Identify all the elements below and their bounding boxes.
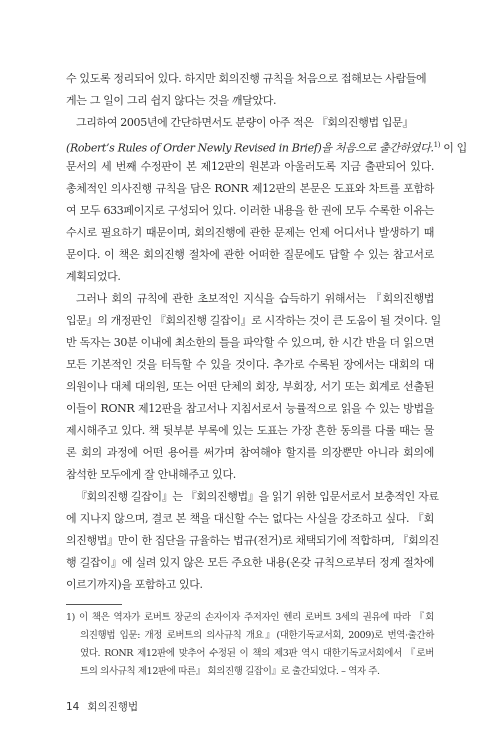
body-line: 게는 그 일이 그리 쉽지 않다는 것을 깨달았다. xyxy=(66,94,277,107)
footnote-divider xyxy=(66,604,122,605)
body-line: 수시로 필요하기 때문이며, 회의진행에 관한 문제는 언제 어디서나 발생하기 때 xyxy=(66,226,434,239)
body-text: 이 입 xyxy=(440,141,467,155)
book-title-english: (Robert’s Rules of Order Newly Revised in Brief)을 처음으로 출간하였다. xyxy=(66,141,434,155)
footnote-line: 였다. RONR 제12판에 맞추어 수정된 이 책의 제3판 역시 대한기독교서회에서 『로버 xyxy=(80,648,434,659)
body-line: 여 모두 633페이지로 구성되어 있다. 이러한 내용을 한 권에 모두 수록한 이유는 xyxy=(66,204,434,217)
body-line: 의원이나 대체 대의원, 또는 어떤 단체의 회장, 부회장, 서기 또는 회계로 선출된 xyxy=(66,380,434,393)
footnote-line: 의진행법 입문: 개정 로버트의 의사규칙 개요』(대한기독교서회, 2009)로 번역·출간하 xyxy=(80,630,434,641)
body-line: 그러나 회의 규칙에 관한 초보적인 지식을 습득하기 위해서는 『회의진행법 xyxy=(76,292,434,305)
body-line: 행 길잡이』에 실려 있지 않은 모든 주요한 내용(온갖 규칙으로부터 정계 절차에 xyxy=(66,556,434,569)
body-line: 의진행법』만이 한 집단을 규율하는 법규(전거)로 채택되기에 적합하며, 『회의진 xyxy=(66,534,439,547)
footnote-line: 1) 이 책은 역자가 로버트 장군의 손자이자 주저자인 헨리 로버트 3세의 권유에 따라 『회 xyxy=(66,612,434,623)
body-line: 문서의 세 번째 수정판이 본 제12판의 원본과 아울러도록 지금 출판되어 있다. xyxy=(66,160,434,173)
body-line: 참석한 모두에게 잘 안내해주고 있다. xyxy=(66,468,236,481)
body-line: 이르기까지)을 포함하고 있다. xyxy=(66,578,203,591)
page-footer xyxy=(66,700,138,714)
body-line: 론 회의 과정에 어떤 용어를 써가며 참여해야 할지를 의장뿐만 아니라 회의에 xyxy=(66,446,434,459)
page-number: 14 xyxy=(66,701,80,713)
body-line: 수 있도록 정리되어 있다. 하지만 회의진행 규칙을 처음으로 접해보는 사람들에 xyxy=(66,72,427,85)
body-line: 그리하여 2005년에 간단하면서도 분량이 아주 적은 『회의진행법 입문』 xyxy=(76,116,414,129)
body-line: 문이다. 이 책은 회의진행 절차에 관한 어떠한 질문에도 답할 수 있는 참고서로 xyxy=(66,248,434,261)
body-line: 입문』의 개정판인 『회의진행 길잡이』로 시작하는 것이 큰 도움이 될 것이다. 일 xyxy=(66,314,441,327)
footnote-marker: 1) xyxy=(433,141,441,149)
body-line: 이들이 RONR 제12판을 참고서나 지침서로서 능률적으로 읽을 수 있는 방법을 xyxy=(66,402,434,415)
body-line: 모든 기본적인 것을 터득할 수 있을 것이다. 추가로 수록된 장에서는 대회의 대 xyxy=(66,358,434,371)
body-line xyxy=(66,138,467,156)
body-line: 에 지나지 않으며, 결코 본 책을 대신할 수는 없다는 사실을 강조하고 싶다. 『회 xyxy=(66,512,434,525)
footnote-line: 트의 의사규칙 제12판에 따른』 회의진행 길잡이』로 출간되었다. – 역자 주. xyxy=(80,666,380,677)
body-line: 『회의진행 길잡이』는 『회의진행법』을 읽기 위한 입문서로서 보충적인 자료 xyxy=(76,490,439,503)
body-line: 반 독자는 30분 이내에 최소한의 틀을 파악할 수 있으며, 한 시간 반을 더 읽으면 xyxy=(66,336,434,349)
body-line: 계획되었다. xyxy=(66,270,121,283)
body-line: 총체적인 의사진행 규칙을 담은 RONR 제12판의 본문은 도표와 차트를 포함하 xyxy=(66,182,434,195)
running-title: 회의진행법 xyxy=(87,701,139,713)
body-line: 제시해주고 있다. 책 뒷부분 부록에 있는 도표는 가장 흔한 동의를 다룰 때는 물 xyxy=(66,424,434,437)
